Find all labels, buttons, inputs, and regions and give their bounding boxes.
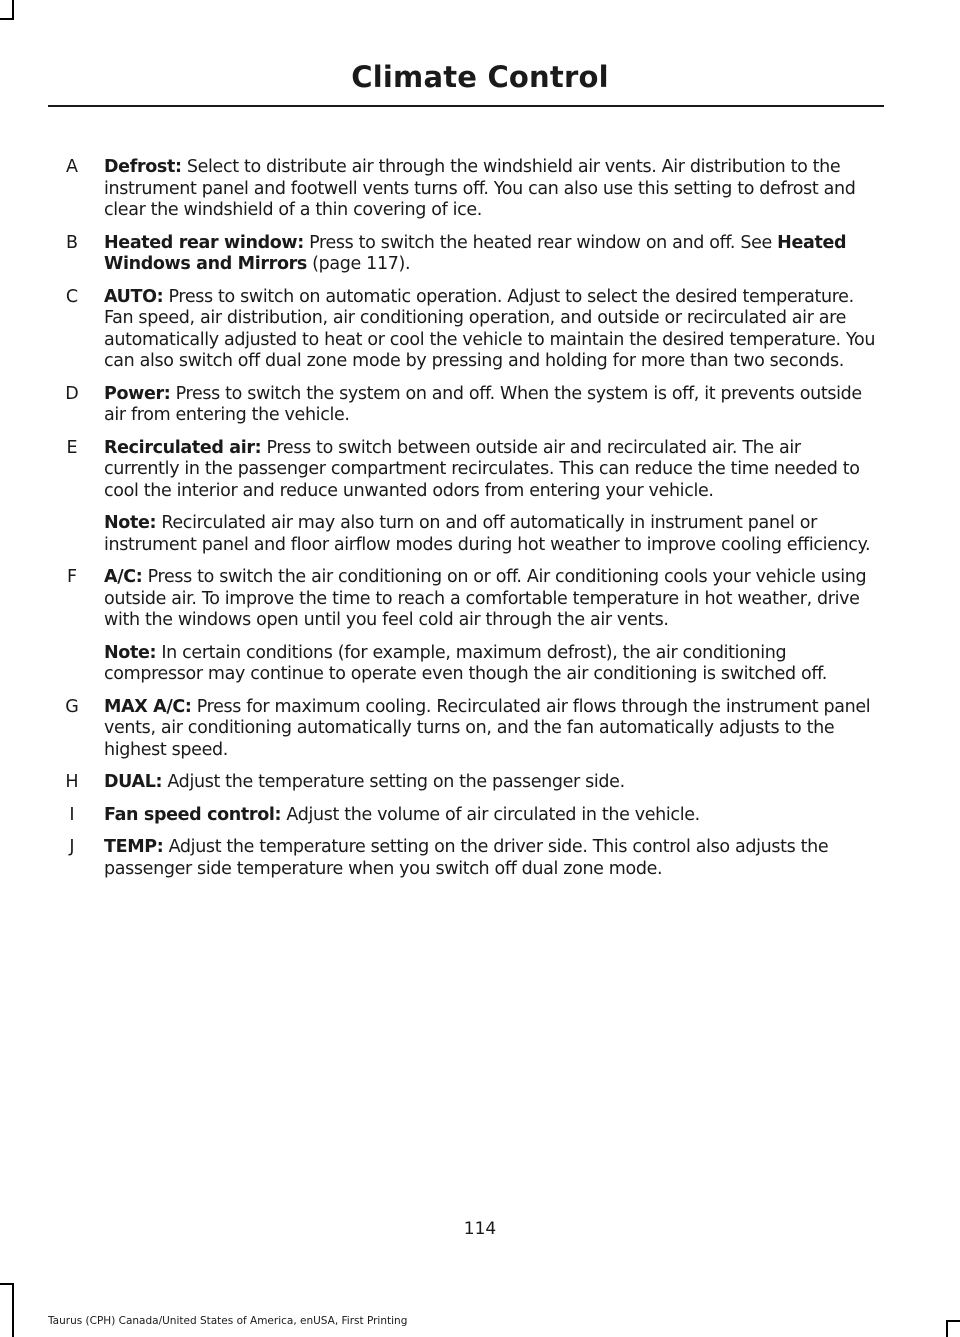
- item-description: Fan speed control: Adjust the volume of air circulated in the vehicle.: [104, 804, 700, 825]
- title-divider: [48, 105, 884, 107]
- crop-mark-bottom-left-h: [0, 1283, 14, 1285]
- item-description: TEMP: Adjust the temperature setting on the driver side. This control also adjusts the passenger side temperature when you switch off dual zone mode.: [104, 837, 829, 879]
- list-item: [40, 772, 876, 794]
- footer-text: Taurus (CPH) Canada/United States of America, enUSA, First Printing: [48, 1315, 408, 1327]
- item-letter: G: [65, 696, 79, 717]
- crop-mark-bottom-left: [12, 1283, 14, 1337]
- list-item: [40, 438, 876, 557]
- item-letter: F: [66, 567, 78, 587]
- item-description: A/C: Press to switch the air conditioning on or off. Air conditioning cools your vehicle using outside air. To improve the time to reach a comfortable temperature in hot weather, drive with the windows open until you feel cold air through the air vents.: [104, 567, 867, 630]
- item-letter: H: [65, 772, 79, 792]
- item-letter: B: [65, 232, 78, 253]
- control-description-list: [40, 157, 876, 891]
- item-description: DUAL: Adjust the temperature setting on the passenger side.: [104, 772, 625, 792]
- cross-reference-link[interactable]: Heated Windows and Mirrors: [104, 232, 847, 274]
- item-letter: D: [65, 383, 79, 404]
- item-description: AUTO: Press to switch on automatic operation. Adjust to select the desired temperature. Fan speed, air distribution, air conditioning operation, and outside or recirculated air are automatically adjusted to heat or cool the vehicle to maintain the desired temperature. You can also switch off dual zone mode by pressing and holding for more than two seconds.: [104, 286, 876, 371]
- item-note: Note: Recirculated air may also turn on and off automatically in instrument panel or instrument panel and floor airflow modes during hot weather to improve cooling efficiency.: [104, 513, 871, 555]
- list-item: [40, 233, 876, 276]
- item-note: Note: In certain conditions (for example, maximum defrost), the air conditioning compressor may continue to operate even though the air conditioning is switched off.: [104, 642, 827, 684]
- crop-mark-bottom-right: [946, 1320, 948, 1337]
- crop-mark-top-left: [12, 0, 14, 20]
- item-description: Heated rear window: Press to switch the heated rear window on and off. See Heated Windows and Mirrors (page 117).: [104, 232, 847, 274]
- item-description: MAX A/C: Press for maximum cooling. Recirculated air flows through the instrument panel vents, air conditioning automatically turns on, and the fan automatically adjusts to the highest speed.: [104, 696, 871, 760]
- list-item: [40, 567, 876, 686]
- list-item: [40, 697, 876, 762]
- item-description: Power: Press to switch the system on and off. When the system is off, it prevents outside air from entering the vehicle.: [104, 383, 862, 425]
- item-letter: C: [65, 286, 79, 307]
- item-description: Recirculated air: Press to switch between outside air and recirculated air. The air currently in the passenger compartment recirculates. This can reduce the time needed to cool the interior and reduce unwanted odors from entering your vehicle.: [104, 437, 860, 501]
- item-letter: I: [69, 804, 75, 825]
- list-item: [40, 384, 876, 427]
- crop-mark-bottom-right-h: [946, 1320, 960, 1322]
- list-item: [40, 837, 876, 880]
- item-letter: E: [66, 437, 78, 458]
- item-letter: J: [69, 837, 75, 857]
- item-letter: A: [66, 157, 78, 177]
- list-item: [40, 805, 876, 827]
- page-number: 114: [463, 1219, 497, 1239]
- page-title: Climate Control: [351, 60, 609, 94]
- crop-mark-top-left-h: [0, 18, 14, 20]
- list-item: [40, 287, 876, 373]
- item-description: Defrost: Select to distribute air through the windshield air vents. Air distribution to the instrument panel and footwell vents turns off. You can also use this setting to defrost and clear the windshield of a thin covering of ice.: [104, 157, 856, 220]
- list-item: [40, 157, 876, 222]
